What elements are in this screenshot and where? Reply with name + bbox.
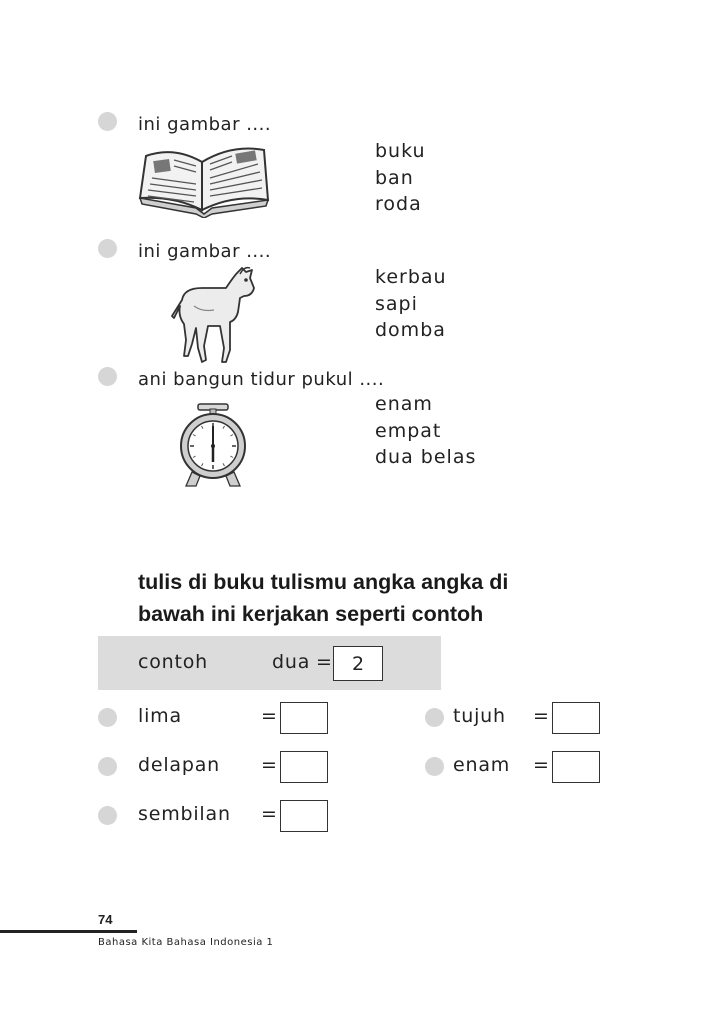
- answer-box[interactable]: [552, 702, 600, 734]
- option-item: empat: [375, 419, 442, 442]
- answer-box[interactable]: [280, 800, 328, 832]
- exercise-bullet: [425, 708, 444, 727]
- example-label: contoh: [138, 651, 209, 673]
- exercise-equals: =: [261, 803, 277, 825]
- exercise-equals: =: [533, 754, 549, 776]
- goat-illustration: [168, 266, 260, 366]
- question-bullet: [98, 239, 117, 258]
- option-item: dua belas: [375, 446, 477, 468]
- answer-box[interactable]: [552, 751, 600, 783]
- question-bullet: [98, 112, 117, 131]
- exercise-word: lima: [138, 705, 182, 727]
- footer-rule: [0, 930, 137, 933]
- instruction: [138, 566, 508, 630]
- exercise-bullet: [425, 757, 444, 776]
- example-equals: =: [316, 651, 332, 673]
- instruction-line: tulis di buku tulismu angka angka di: [138, 570, 509, 594]
- option-item: buku: [375, 140, 426, 162]
- exercise-bullet: [98, 708, 117, 727]
- example-answer: 2: [351, 652, 365, 675]
- alarm-clock-illustration: [178, 402, 248, 488]
- exercise-bullet: [98, 806, 117, 825]
- question-options: [375, 264, 447, 344]
- exercise-word: delapan: [138, 754, 221, 776]
- book-title: Bahasa Kita Bahasa Indonesia 1: [98, 937, 274, 948]
- option-item: kerbau: [375, 266, 447, 288]
- exercise-word: tujuh: [453, 705, 506, 727]
- example-answer-box: [333, 646, 383, 681]
- question-options: [375, 391, 476, 471]
- option-item: roda: [375, 193, 422, 215]
- question-bullet: [98, 367, 117, 386]
- question-text: ini gambar ....: [138, 114, 272, 135]
- exercise-equals: =: [261, 705, 277, 727]
- example-word: dua: [272, 651, 311, 673]
- page-number: 74: [98, 912, 113, 927]
- option-item: sapi: [375, 292, 418, 315]
- answer-box[interactable]: [280, 702, 328, 734]
- question-text: ini gambar ....: [138, 241, 272, 262]
- option-item: ban: [375, 166, 414, 189]
- exercise-word: enam: [453, 754, 511, 776]
- question-text: ani bangun tidur pukul ....: [138, 369, 385, 390]
- exercise-equals: =: [533, 705, 549, 727]
- book-illustration: [136, 142, 272, 218]
- exercise-word: sembilan: [138, 803, 231, 825]
- exercise-bullet: [98, 757, 117, 776]
- option-item: domba: [375, 319, 446, 341]
- option-item: enam: [375, 393, 433, 415]
- question-options: [375, 138, 426, 218]
- answer-box[interactable]: [280, 751, 328, 783]
- exercise-equals: =: [261, 754, 277, 776]
- instruction-line: bawah ini kerjakan seperti contoh: [138, 602, 484, 626]
